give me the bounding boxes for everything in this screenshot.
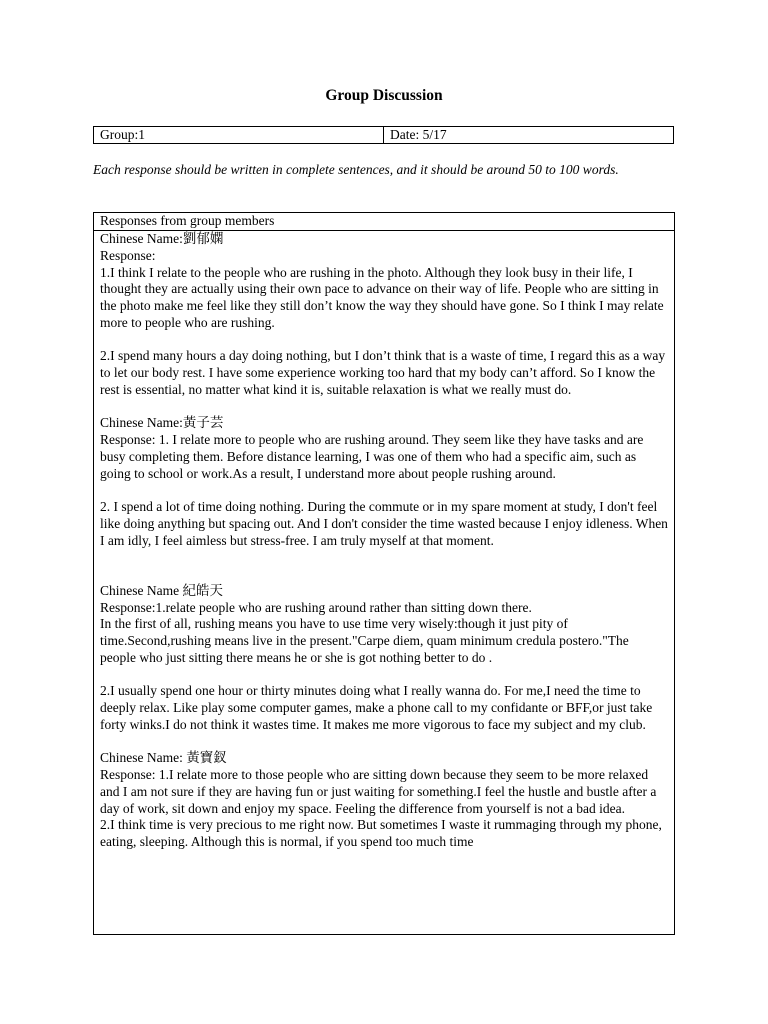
responses-body xyxy=(94,231,674,851)
group-cell: Group:1 xyxy=(94,127,384,143)
response-paragraph-1: Response: 1. I relate more to people who are rushing around. They seem like they have tasks and are busy completing them. Before distance learning, I was one of them who had a specific aim, such as going to school or work.As a result, I understand more about people rushing around. xyxy=(100,432,644,481)
response-paragraph-1: Response: 1.I relate more to those people who are sitting down because they seem to be more relaxed and I am not sure if they are having fun or just waiting for something.I feel the hustle and bustle after a day of work, sit down and enjoy my space. Feeling the difference from yourself is not a bad idea. xyxy=(100,767,657,816)
response-entry xyxy=(100,583,668,734)
response-label: Response: xyxy=(100,247,156,263)
instructions: Each response should be written in complete sentences, and it should be around 50 to 100 words. xyxy=(93,162,619,177)
response-paragraph-1: Response:1.relate people who are rushing around rather than sitting down there. xyxy=(100,599,532,615)
response-entry xyxy=(100,415,668,549)
date-cell: Date: 5/17 xyxy=(390,127,447,142)
response-paragraph-2: 2. I spend a lot of time doing nothing. During the commute or in my spare moment at study, I don't feel like doing anything but spacing out. And I don't consider the time wasted because I enjoy idleness. When I am idly, I feel aimless but stress-free. I am truly myself at that moment. xyxy=(100,499,668,548)
response-paragraph-1b: In the first of all, rushing means you have to use time very wisely:though it just pity of time.Second,rushing means live in the present."Carpe diem, quam minimum credula postero."The people who just sitting there means he or she is got nothing better to do . xyxy=(100,616,629,665)
response-entry xyxy=(100,750,668,851)
responses-table xyxy=(93,212,675,935)
response-paragraph-2: 2.I spend many hours a day doing nothing, but I don’t think that is a waste of time, I regard this as a way to let our body rest. I have some experience working too hard that my body can’t afford. So I know the rest is essential, no matter what kind it is, suitable relaxation is what we really must do. xyxy=(100,348,666,397)
response-paragraph-2: 2.I usually spend one hour or thirty minutes doing what I really wanna do. For me,I need the time to deeply relax. Like play some computer games, make a phone call to my confidante or BFF,or just take forty winks.I do not think it wastes time. It makes me more vigorous to face my subject and my club. xyxy=(100,683,653,732)
response-paragraph-1: 1.I think I relate to the people who are rushing in the photo. Although they look busy in their life, I thought they are actually using their own pace to advance on their way of life. People who are sitting in the photo make me feel like they still don’t know the way they should have gone. So I think I may relate more to people who are rushing. xyxy=(100,264,664,330)
responses-header: Responses from group members xyxy=(94,213,674,231)
chinese-name: Chinese Name 紀皓天 xyxy=(100,582,223,598)
chinese-name: Chinese Name:劉郁嫻 xyxy=(100,231,224,246)
response-paragraph-2: 2.I think time is very precious to me right now. But sometimes I waste it rummaging through my phone, eating, sleeping. Although this is normal, if you spend too much time xyxy=(100,817,662,849)
header-table xyxy=(93,126,674,144)
response-entry xyxy=(100,231,668,399)
page-title: Group Discussion xyxy=(325,87,443,104)
chinese-name: Chinese Name:黃子芸 xyxy=(100,415,224,431)
chinese-name: Chinese Name: 黃寶釵 xyxy=(100,750,227,766)
